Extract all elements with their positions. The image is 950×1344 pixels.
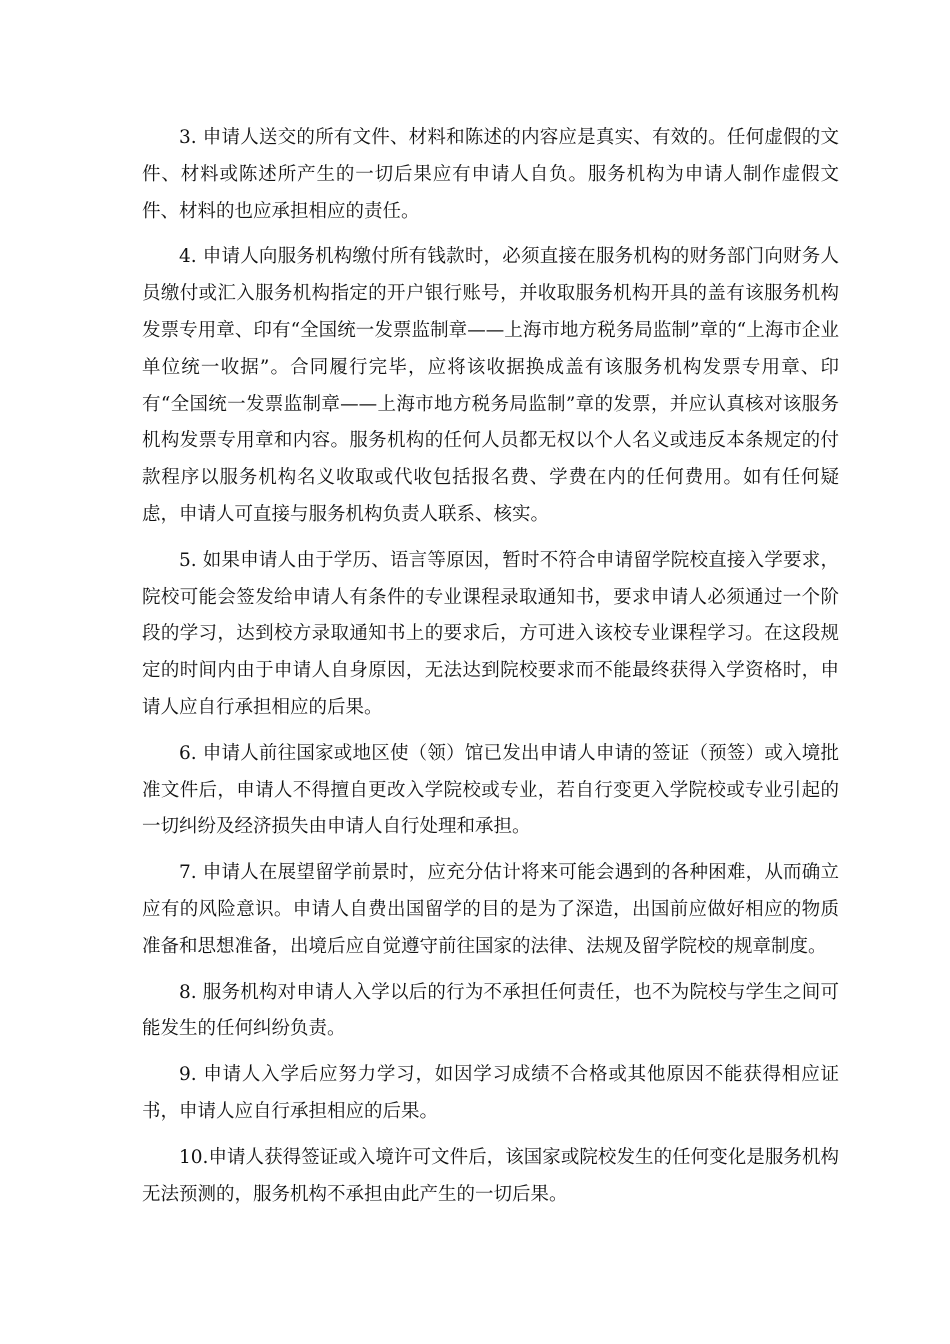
clause-10: 10.申请人获得签证或入境许可文件后，该国家或院校发生的任何变化是服务机构无法预测的，服务机构不承担由此产生的一切后果。 [142,1146,839,1205]
clause-6: 6. 申请人前往国家或地区使（领）馆已发出申请人申请的签证（预签）或入境批准文件后，申请人不得擅自更改入学院校或专业，若自行变更入学院校或专业引起的一切纠纷及经济损失由申请人自行处理和承担。 [142,742,839,838]
clause-4: 4. 申请人向服务机构缴付所有钱款时，必须直接在服务机构的财务部门向财务人员缴付或汇入服务机构指定的开户银行账号，并收取服务机构开具的盖有该服务机构发票专用章、印有“全国统一发票监制章——上海市地方税务局监制”章的“上海市企业单位统一收据”。合同履行完毕，应将该收据换成盖有该服务机构发票专用章、印有“全国统一发票监制章——上海市地方税务局监制”章的发票，并应认真核对该服务机构发票专用章和内容。服务机构的任何人员都无权以个人名义或违反本条规定的付款程序以服务机构名义收取或代收包括报名费、学费在内的任何费用。如有任何疑虑，申请人可直接与服务机构负责人联系、核实。 [142,246,839,525]
clause-5: 5. 如果申请人由于学历、语言等原因，暂时不符合申请留学院校直接入学要求，院校可能会签发给申请人有条件的专业课程录取通知书，要求申请人必须通过一个阶段的学习，达到校方录取通知书上的要求后，方可进入该校专业课程学习。在这段规定的时间内由于申请人自身原因，无法达到院校要求而不能最终获得入学资格时，申请人应自行承担相应的后果。 [142,549,839,718]
clause-3: 3. 申请人送交的所有文件、材料和陈述的内容应是真实、有效的。任何虚假的文件、材料或陈述所产生的一切后果应有申请人自负。服务机构为申请人制作虚假文件、材料的也应承担相应的责任。 [142,127,839,222]
clause-9: 9. 申请人入学后应努力学习，如因学习成绩不合格或其他原因不能获得相应证书，申请人应自行承担相应的后果。 [142,1064,839,1122]
document-body [142,120,839,1222]
clause-8: 8. 服务机构对申请人入学以后的行为不承担任何责任，也不为院校与学生之间可能发生的任何纠纷负责。 [142,981,839,1040]
clause-7: 7. 申请人在展望留学前景时，应充分估计将来可能会遇到的各种困难，从而确立应有的风险意识。申请人自费出国留学的目的是为了深造，出国前应做好相应的物质准备和思想准备，出境后应自觉遵守前往国家的法律、法规及留学院校的规章制度。 [142,862,839,957]
